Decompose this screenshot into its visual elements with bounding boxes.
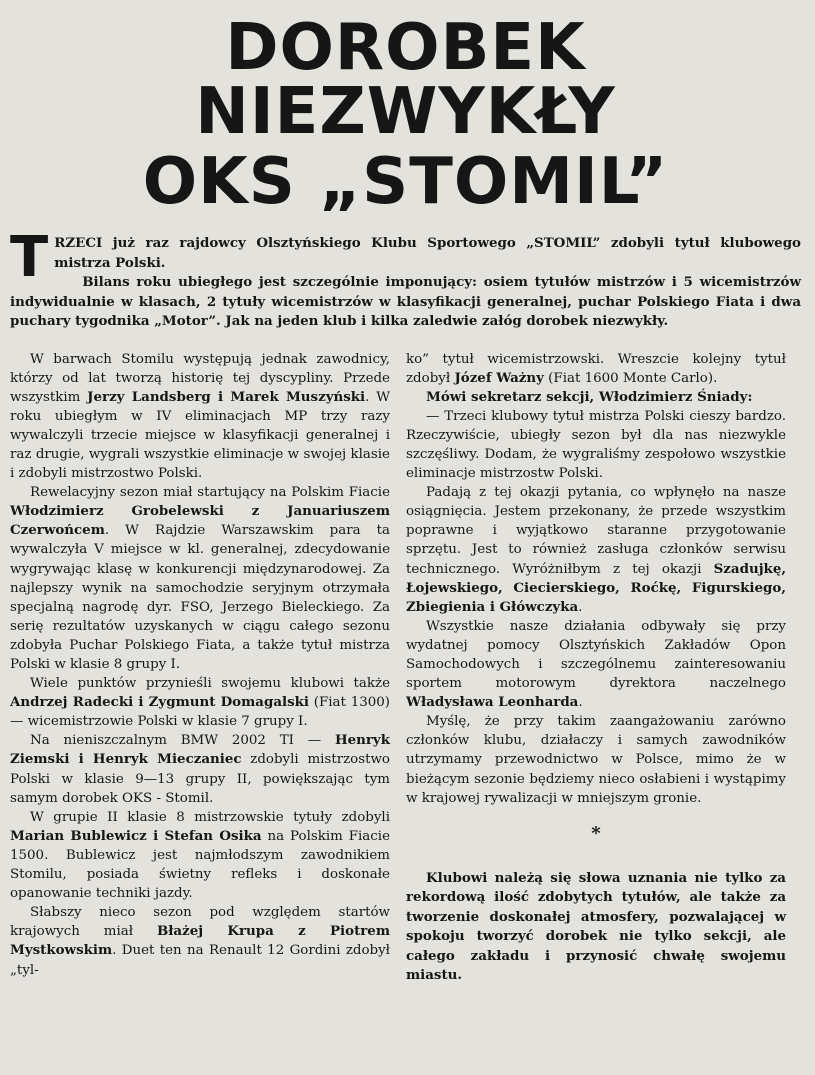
text: zdobyli mistrzostwo Polski w klasie 9—13 grupy II, powiększając tym samym dorobek OKS - Stomil. bbox=[10, 752, 390, 806]
paragraph bbox=[406, 350, 786, 388]
paragraph bbox=[10, 674, 390, 731]
lead-text-1: RZECI już raz rajdowcy Olsztyńskiego Klubu Sportowego „STOMIL” zdobyli tytuł klubowego mistrza Polski. bbox=[54, 235, 801, 271]
right-column bbox=[406, 350, 786, 986]
text: . bbox=[578, 695, 583, 711]
text: Wiele punktów przynieśli swojemu klubowi także bbox=[30, 676, 390, 692]
person-names: Andrzej Radecki i Zygmunt Domagalski bbox=[10, 694, 309, 711]
paragraph bbox=[10, 731, 390, 807]
text: W grupie II klasie 8 mistrzowskie tytuły zdobyli bbox=[30, 809, 390, 825]
text: Wszystkie nasze działania odbywały się przy wydatnej pomocy Olsztyńskich Zakładów Opon Samochodowych i szczególnemu zainteresowaniu sportem motorowym dyrektora naczelnego bbox=[406, 618, 786, 692]
paragraph bbox=[10, 808, 390, 903]
person-names: Marian Bublewicz i Stefan Osika bbox=[10, 827, 262, 844]
text: . W Rajdzie Warszawskim para ta wywalczyła V miejsce w kl. generalnej, zdecydowanie wygrywając klasę w konkurencji międzynarodowej. Za najlepszy wynik na samochodzie seryjnym otrzymała specjalną nagrodę dyr. FSO, Jerzego Bieleckiego. Za serię rezultatów uzyskanych w ciągu całego sezonu zdobyła Puchar Polskiego Fiata, a także tytuł mistrza Polski w klasie 8 grupy I. bbox=[10, 523, 390, 672]
paragraph bbox=[406, 483, 786, 617]
lead-text-2: Bilans roku ubiegłego jest szczególnie imponujący: osiem tytułów mistrzów i 5 wicemistrzów indywidualnie w klasach, 2 tytuły wicemistrzów w klasyfikacji generalnej, puchar Polskiego Fiata i dwa puchary tygodnika „Motor”. Jak na jeden klub i kilka zaledwie załóg dorobek niezwykły. bbox=[10, 274, 801, 329]
drop-cap: T bbox=[10, 225, 49, 290]
person-names: Szadujkę, Łojewskiego, Ciecierskiego, Roćkę, Figurskiego, Zbiegienia i Główczyka bbox=[406, 560, 786, 615]
person-names: Włodzimierz Grobelewski z Januariuszem Czerwońcem bbox=[10, 503, 390, 539]
paragraph: Klubowi należą się słowa uznania nie tylko za rekordową ilość zdobytych tytułów, ale także za tworzenie doskonałej atmosfery, pozwalającej w spokoju tworzyć dorobek nie tylko sekcji, ale całego zakładu i przynosić chwałę swojemu miastu. bbox=[406, 869, 786, 984]
paragraph bbox=[10, 903, 390, 979]
text: . W roku ubiegłym w IV eliminacjach MP trzy razy wywalczyli trzecie miejsce w klasyfikacji generalnej i raz drugie, wygrali wszystkie eliminacje w swojej klasie i zdobyli mistrzostwo Polski. bbox=[10, 389, 391, 482]
text: ko” tytuł wicemistrzowski. Wreszcie kolejny tytuł zdobył bbox=[406, 351, 786, 386]
text: Padają z tej okazji pytania, co wpłynęło na nasze osiągnięcia. Jestem przekonany, że przede wszystkim poprawne i wyjątkowo staranne przygotowanie sprzętu. Jest to również zasługa członków serwisu technicznego. Wyróżniłbym z tej okazji bbox=[406, 485, 786, 577]
paragraph bbox=[10, 350, 390, 484]
text: Słabszy nieco sezon pod względem startów krajowych miał bbox=[10, 905, 390, 940]
paragraph: Myślę, że przy takim zaangażowaniu zarówno członków klubu, działaczy i samych zawodników utrzymamy przewodnictwo w Polsce, mimo że w bieżącym sezonie będziemy nieco osłabieni i wystąpimy w krajowej rywalizacji w mniejszym gronie. bbox=[406, 714, 786, 806]
person-names: Jerzy Landsberg i Marek Muszyński bbox=[87, 388, 366, 405]
text: na Polskim Fiacie 1500. Bublewicz jest najmłodszym zawodnikiem Stomilu, posiada świetny refleks i doskonałe opanowanie techniki jazdy. bbox=[10, 828, 390, 902]
text: . Duet ten na Renault 12 Gordini zdobył „tyl- bbox=[10, 943, 390, 978]
paragraph bbox=[10, 483, 390, 674]
text: Rewelacyjny sezon miał startujący na Polskim Fiacie bbox=[30, 485, 390, 501]
text: (Fiat 1600 Monte Carlo). bbox=[543, 370, 718, 386]
headline-line-2: OKS „STOMIL” bbox=[142, 145, 669, 219]
person-names: Henryk Ziemski i Henryk Mieczaniec bbox=[10, 732, 390, 768]
closing-paragraph bbox=[406, 869, 786, 986]
paragraph bbox=[406, 388, 786, 407]
text: W barwach Stomilu występują jednak zawodnicy, którzy od lat tworzą historię tej dyscypliny. Przede wszystkim bbox=[10, 351, 390, 405]
paragraph bbox=[406, 617, 786, 712]
interview-intro: Mówi sekretarz sekcji, Włodzimierz Śniady: bbox=[426, 388, 753, 405]
person-names: Józef Ważny bbox=[454, 369, 544, 386]
lead-paragraph bbox=[10, 225, 801, 332]
left-column bbox=[10, 350, 390, 986]
paragraph: — Trzeci klubowy tytuł mistrza Polski cieszy bardzo. Rzeczywiście, ubiegły sezon był dla nas niezwykle szczęśliwy. Dodam, że wygraliśmy zespołowo wszystkie eliminacje mistrzostw Polski. bbox=[406, 408, 786, 482]
text: Na nieniszczalnym BMW 2002 TI — bbox=[30, 733, 335, 749]
person-names: Błażej Krupa z Piotrem Mystkowskim bbox=[10, 923, 390, 959]
section-separator: * bbox=[591, 822, 601, 844]
text: . bbox=[578, 599, 583, 615]
text: (Fiat 1300) — wicemistrzowie Polski w klasie 7 grupy I. bbox=[10, 695, 390, 730]
headline-line-1: DOROBEK NIEZWYKŁY bbox=[195, 11, 616, 149]
article-body bbox=[10, 350, 801, 986]
person-names: Władysława Leonharda bbox=[406, 694, 579, 711]
